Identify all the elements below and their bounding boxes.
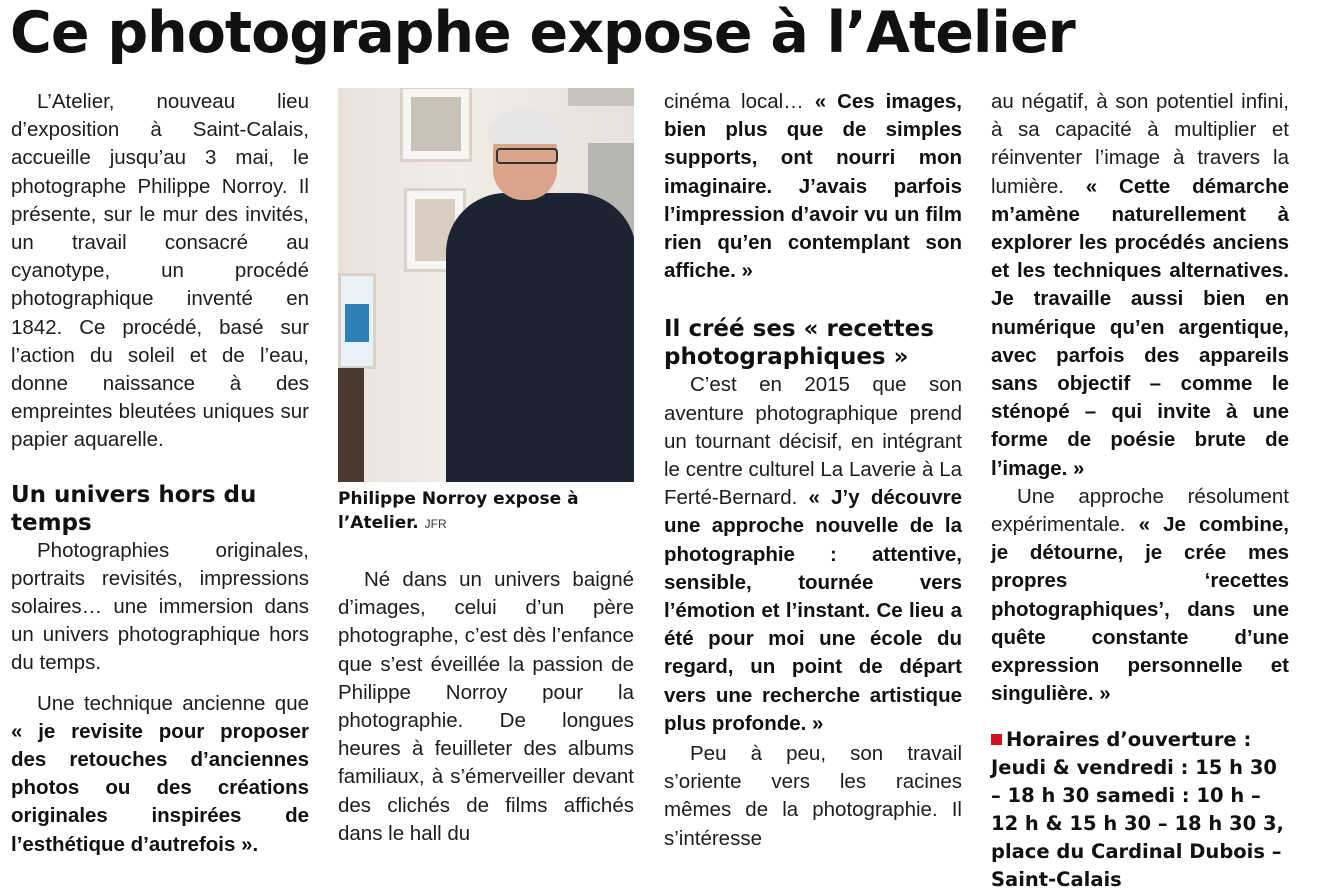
column-3 <box>664 88 962 853</box>
wall-frame <box>568 88 634 106</box>
glasses <box>496 148 558 164</box>
person-hair <box>488 110 562 144</box>
bullet-square-icon <box>991 734 1002 745</box>
column-2 <box>338 566 634 848</box>
paragraph <box>991 88 1289 483</box>
wall-frame <box>338 273 376 369</box>
paragraph: Peu à peu, son travail s’oriente vers les racines mêmes de la photographie. Il s’intéresse <box>664 742 962 850</box>
quote: « Cette démarche m’amène naturellement à explorer les procédés anciens et les techniques alternatives. Je travaille aussi bien en numérique qu’en argentique, avec parfois des appareils sans objectif – comme le sténopé – qui invite à une forme de poésie brute de l’image. » <box>991 174 1289 480</box>
article-photo <box>338 88 634 482</box>
wall-frame <box>400 88 472 162</box>
paragraph <box>664 371 962 738</box>
paragraph: L’Atelier, nouveau lieu d’exposition à Saint-Calais, accueille jusqu’au 3 mai, le photographe Philippe Norroy. Il présente, sur le mur des invités, un travail consacré au cyanotype, un procédé photographique inventé en 1842. Ce procédé, basé sur l’action du soleil et de l’eau, donne naissance à des empreintes bleutées uniques sur papier aquarelle. <box>11 90 309 452</box>
quote: « J’y découvre une approche nouvelle de la photographie : attentive, sensible, tournée vers l’émotion et l’instant. Ce lieu a été pour moi une école du regard, un point de départ vers une recherche artistique plus profonde. » <box>664 486 962 735</box>
paragraph: Photographies originales, portraits revisités, impressions solaires… une immersion dans un univers photographique hors du temps. <box>11 538 309 675</box>
column-4 <box>991 88 1289 894</box>
paragraph-text: C’est en 2015 que son aventure photographique prend un tournant décisif, en intégrant le centre culturel La Laverie à La Ferté-Bernard. <box>664 373 962 510</box>
paragraph <box>664 88 962 285</box>
photo-credit: JFR <box>424 517 447 531</box>
photo-caption <box>338 487 634 536</box>
paragraph-text: Une technique ancienne que <box>37 691 309 715</box>
opening-hours <box>991 726 1289 894</box>
paragraph-text: cinéma local… <box>664 90 804 113</box>
caption-text: Philippe Norroy expose à l’Atelier. <box>338 489 579 533</box>
paragraph-text: Une approche résolument expérimentale. <box>991 484 1289 537</box>
quote: « je revisite pour proposer des retouches d’anciennes photos ou des créations originales inspirées de l’esthétique d’autrefois ». <box>11 719 309 856</box>
quote: « Je combine, je détourne, je crée mes propres ‘recettes photographiques’, dans une quête constante d’une expression personnelle et singulière. » <box>991 513 1289 706</box>
opening-hours-text: Horaires d’ouverture : Jeudi & vendredi : 15 h 30 – 18 h 30 samedi : 10 h – 12 h & 15 h 30 – 18 h 30 3, place du Cardinal Dubois – Saint-Calais <box>991 728 1284 892</box>
furniture <box>338 368 364 482</box>
paragraph <box>991 483 1289 709</box>
column-1 <box>11 88 309 859</box>
subheading: Un univers hors du temps <box>11 481 257 536</box>
paragraph-text: au négatif, à son potentiel infini, à sa capacité à multiplier et réinventer l’image à travers la lumière. <box>991 90 1289 198</box>
person <box>446 193 634 482</box>
quote: « Ces images, bien plus que de simples supports, ont nourri mon imaginaire. J’avais parfois l’impression d’avoir vu un film rien qu’en contemplant son affiche. » <box>664 90 962 283</box>
paragraph <box>11 690 309 859</box>
article-headline: Ce photographe expose à l’Atelier <box>10 0 1075 66</box>
paragraph: Né dans un univers baigné d’images, celui d’un père photographe, c’est dès l’enfance que s’est éveillée la passion de Philippe Norroy pour la photographie. De longues heures à feuilleter des albums familiaux, à s’émerveiller devant des clichés de films affichés dans le hall du <box>338 568 634 845</box>
subheading: Il créé ses « recettes photographiques » <box>664 316 934 371</box>
